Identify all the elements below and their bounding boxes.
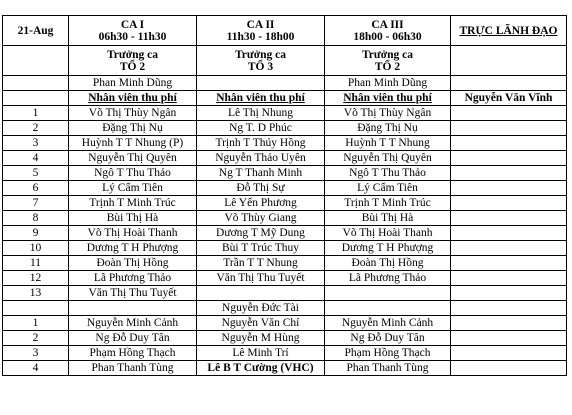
shift-3-staff [325,286,451,301]
blank-cell [3,76,69,91]
shift-1-staff: Huỳnh T T Nhung (P) [69,136,197,151]
mid-name-row [3,301,567,316]
shift-1-staff: Phạm Hồng Thạch [69,346,197,361]
shift-2-staff: Nguyễn M Hùng [197,331,325,346]
row-number: 6 [3,181,69,196]
blank-cell [3,46,69,76]
shift-1-staff: Bùi Thị Hà [69,211,197,226]
blank-cell [451,316,567,331]
shift-3-staff: Bùi Thị Hà [325,211,451,226]
blank-cell [3,301,69,316]
shift-3-staff: Võ Thị Hoài Thanh [325,226,451,241]
shift-2-staff: Lê Thị Nhung [197,106,325,121]
shift-2-staff: Lê Minh Trí [197,346,325,361]
blank-cell [451,76,567,91]
blank-cell [451,241,567,256]
shift-lead-3: Phan Minh Dũng [325,76,451,91]
blank-cell [451,181,567,196]
staff-row-2 [3,316,567,331]
staff-row-2 [3,346,567,361]
staff-row [3,286,567,301]
shift-3-staff: Lã Phương Thảo [325,271,451,286]
shift-2-staff: Lê B T Cường (VHC) [197,361,325,376]
roster-body [3,16,567,376]
row-number: 1 [3,106,69,121]
shift-2-staff: Bùi T Trúc Thuy [197,241,325,256]
shift-2-staff: Nguyễn Văn Chí [197,316,325,331]
shift-3-staff: Nguyễn Thị Quyên [325,151,451,166]
shift-lead-names-row [3,76,567,91]
shift-3-staff: Phạm Hồng Thạch [325,346,451,361]
header-row [3,16,567,46]
blank-cell [451,361,567,376]
staff-row [3,256,567,271]
shift-1-staff: Nguyễn Thị Quyên [69,151,197,166]
shift-3-staff: Nguyễn Minh Cảnh [325,316,451,331]
blank-cell [451,346,567,361]
staff-row [3,226,567,241]
shift-lead-1: Phan Minh Dũng [69,76,197,91]
shift-3-staff: Võ Thị Thùy Ngân [325,106,451,121]
shift-lead-2 [197,76,325,91]
blank-cell [451,136,567,151]
staff-row [3,196,567,211]
staff-row [3,106,567,121]
row-number: 3 [3,136,69,151]
shift-2-staff [197,286,325,301]
row-number: 2 [3,331,69,346]
blank-cell [451,211,567,226]
shift-3-staff: Phan Thanh Tùng [325,361,451,376]
team-3-cell: Trưởng ca TỔ 2 [325,46,451,76]
shift-1-staff: Đoàn Thị Hồng [69,256,197,271]
team-2-cell: Trưởng ca TỔ 3 [197,46,325,76]
blank-cell [451,166,567,181]
shift-1-staff: Văn Thị Thu Tuyết [69,286,197,301]
staff-row-2 [3,361,567,376]
blank-cell [451,46,567,76]
shift-2-staff: Dương T Mỹ Dung [197,226,325,241]
blank-cell [451,106,567,121]
shift-1-staff: Nguyễn Minh Cảnh [69,316,197,331]
staff-row [3,241,567,256]
row-number: 7 [3,196,69,211]
roster-table [2,15,567,376]
shift-3-staff: Trịnh T Minh Trúc [325,196,451,211]
row-number: 9 [3,226,69,241]
shift-1-staff: Dương T H Phượng [69,241,197,256]
shift-2-staff: Trần T T Nhung [197,256,325,271]
blank-cell [451,196,567,211]
leader-title: TRỰC LÃNH ĐẠO [451,16,567,46]
blank-cell [3,91,69,106]
shift-2-staff: Võ Thùy Giang [197,211,325,226]
shift-1-header: CA I 06h30 - 11h30 [69,16,197,46]
row-number: 12 [3,271,69,286]
staff-row [3,211,567,226]
shift-3-staff: Đặng Thị Nụ [325,121,451,136]
date-cell: 21-Aug [3,16,69,46]
shift-2-staff: Nguyễn Thảo Uyên [197,151,325,166]
shift-2-header: CA II 11h30 - 18h00 [197,16,325,46]
staff-row [3,121,567,136]
row-number: 10 [3,241,69,256]
shift-1-staff: Võ Thị Hoài Thanh [69,226,197,241]
shift-3-staff: Lý Cẩm Tiên [325,181,451,196]
shift-2-staff: Đỗ Thị Sự [197,181,325,196]
shift-2-staff: Văn Thị Thu Tuyết [197,271,325,286]
staff-row [3,151,567,166]
row-number: 2 [3,121,69,136]
shift-3-staff: Ng Đỗ Duy Tân [325,331,451,346]
row-number: 1 [3,316,69,331]
shift-1-staff: Phan Thanh Tùng [69,361,197,376]
shift-1-staff: Lã Phương Thảo [69,271,197,286]
shift-1-staff: Ng Đỗ Duy Tân [69,331,197,346]
row-number: 13 [3,286,69,301]
shift-1-staff: Đặng Thị Nụ [69,121,197,136]
row-number: 11 [3,256,69,271]
staff-row [3,271,567,286]
leader-name: Nguyễn Văn Vĩnh [451,91,567,106]
shift-2-staff: Ng T. D Phúc [197,121,325,136]
staff-label-3: Nhân viên thu phí [325,91,451,106]
staff-label-2: Nhân viên thu phí [197,91,325,106]
shift-1-staff: Võ Thị Thùy Ngân [69,106,197,121]
shift-2-staff: Trịnh T Thúy Hồng [197,136,325,151]
blank-cell [69,301,197,316]
shift-2-staff: Lê Yến Phương [197,196,325,211]
shift-3-staff: Huỳnh T T Nhung [325,136,451,151]
row-number: 4 [3,361,69,376]
row-number: 4 [3,151,69,166]
shift-3-staff: Đoàn Thị Hồng [325,256,451,271]
shift-3-staff: Dương T H Phượng [325,241,451,256]
staff-label-1: Nhân viên thu phí [69,91,197,106]
blank-cell [451,286,567,301]
shift-1-staff: Trịnh T Minh Trúc [69,196,197,211]
mid-name: Nguyễn Đức Tài [197,301,325,316]
blank-cell [451,256,567,271]
staff-row [3,136,567,151]
row-number: 3 [3,346,69,361]
shift-3-staff: Ngô T Thu Thảo [325,166,451,181]
staff-row [3,181,567,196]
shift-1-staff: Ngô T Thu Thảo [69,166,197,181]
shift-2-staff: Ng T Thanh Minh [197,166,325,181]
shift-1-staff: Lý Cẩm Tiên [69,181,197,196]
blank-cell [451,271,567,286]
blank-cell [451,226,567,241]
staff-label-row [3,91,567,106]
staff-row-2 [3,331,567,346]
shift-3-header: CA III 18h00 - 06h30 [325,16,451,46]
blank-cell [325,301,451,316]
blank-cell [451,121,567,136]
staff-row [3,166,567,181]
row-number: 8 [3,211,69,226]
team-1-cell: Trưởng ca TỔ 2 [69,46,197,76]
blank-cell [451,331,567,346]
row-number: 5 [3,166,69,181]
blank-cell [451,151,567,166]
shift-lead-row [3,46,567,76]
blank-cell [451,301,567,316]
